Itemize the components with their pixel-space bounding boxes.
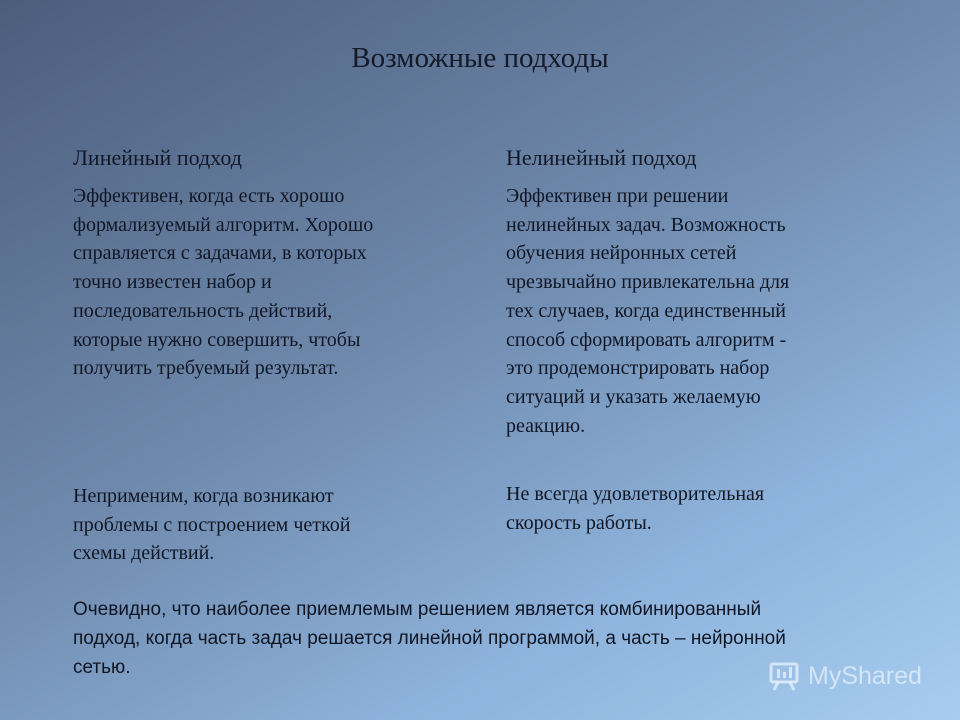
nonlinear-approach-heading: Нелинейный подход bbox=[506, 145, 697, 170]
myshared-logo-icon bbox=[768, 660, 802, 692]
linear-approach-cons: Неприменим, когда возникают проблемы с построением четкой схемы действий. bbox=[73, 485, 351, 565]
conclusion-text: Очевидно, что наиболее приемлемым решением является комбинированный подход, когда часть задач решается линейной программой, а часть – нейронной сетью. bbox=[73, 599, 786, 678]
watermark-text: MyShared bbox=[808, 661, 922, 690]
linear-approach-heading: Линейный подход bbox=[73, 145, 242, 170]
nonlinear-approach-cons: Не всегда удовлетворительная скорость работы. bbox=[506, 483, 765, 534]
myshared-watermark bbox=[768, 656, 922, 696]
nonlinear-approach-pros: Эффективен при решении нелинейных задач. Возможность обучения нейронных сетей чрезвычайно привлекательна для тех случаев, когда единственный способ сформировать алгоритм - это продемонстрировать набор ситуаций и указать желаемую реакцию. bbox=[506, 185, 790, 437]
linear-approach-pros: Эффективен, когда есть хорошо формализуемый алгоритм. Хорошо справляется с задачами, в которых точно известен набор и последовательность действий, которые нужно совершить, чтобы получить требуемый результат. bbox=[73, 185, 374, 380]
slide-title: Возможные подходы bbox=[351, 42, 609, 74]
